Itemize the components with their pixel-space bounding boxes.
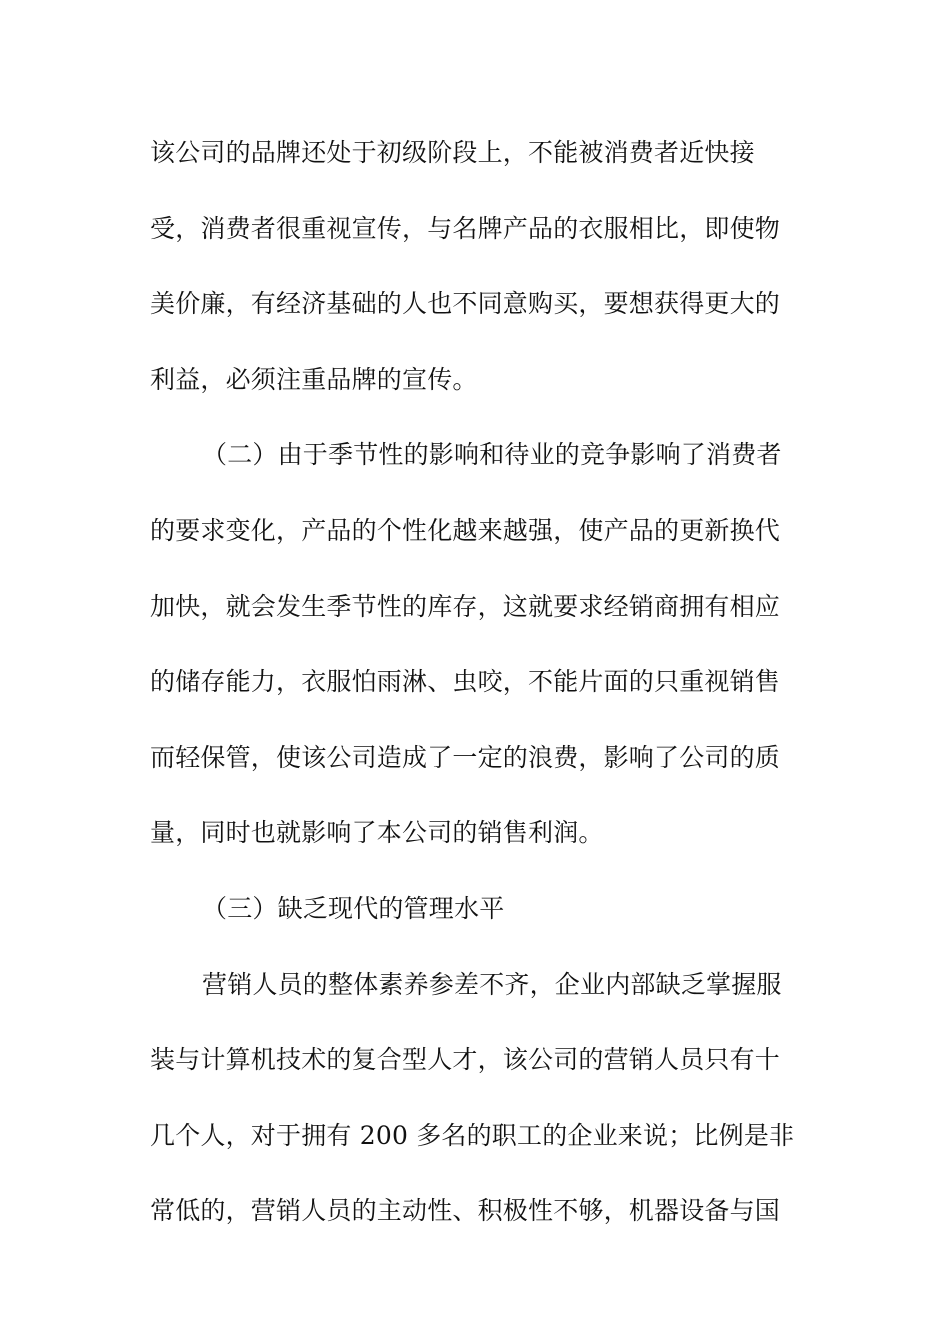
- text-line: 几个人，对于拥有 200 多名的职工的企业来说；比例是非: [150, 1120, 795, 1150]
- text-line: 受，消费者很重视宣传，与名牌产品的衣服相比，即使物: [150, 213, 781, 243]
- text-line: 该公司的品牌还处于初级阶段上，不能被消费者近快接: [150, 138, 755, 167]
- text-line: 利益，必须注重品牌的宣传。: [150, 364, 478, 394]
- body-text: [150, 130, 800, 1264]
- text-line: 常低的，营销人员的主动性、积极性不够，机器设备与国: [150, 1196, 781, 1226]
- text-line: 量，同时也就影响了本公司的销售利润。: [150, 818, 604, 848]
- text-line: 装与计算机技术的复合型人才，该公司的营销人员只有十: [150, 1045, 781, 1075]
- text-line: 营销人员的整体素养参差不齐，企业内部缺乏掌握服: [202, 969, 782, 999]
- text-line: 而轻保管，使该公司造成了一定的浪费，影响了公司的质: [150, 742, 781, 772]
- text-line: 的储存能力，衣服怕雨淋、虫咬，不能片面的只重视销售: [150, 667, 781, 697]
- text-line: 加快，就会发生季节性的库存，这就要求经销商拥有相应: [150, 591, 781, 621]
- section-three-heading: （三）缺乏现代的管理水平: [202, 893, 505, 923]
- text-line: 美价廉，有经济基础的人也不同意购买，要想获得更大的: [150, 289, 781, 319]
- text-line: 的要求变化，产品的个性化越来越强，使产品的更新换代: [150, 515, 781, 545]
- section-two-heading-line: （二）由于季节性的影响和待业的竞争影响了消费者: [202, 440, 782, 470]
